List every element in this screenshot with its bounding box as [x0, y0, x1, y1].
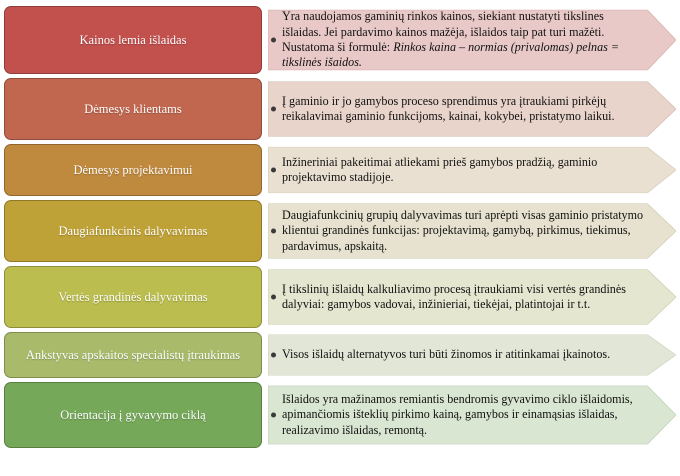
row-description-plain: Daugiafunkcinių grupių dalyvavimas turi aprėpti visas gaminio pristatymo klientui grandinės funkcijas: projektavimą, gamybą, pirkimus, tiekimus, pardavimus, apskaitą. — [282, 207, 644, 253]
bullet-icon — [271, 38, 276, 43]
row-arrow-4 — [268, 200, 676, 262]
row-description-plain: Visos išlaidų alternatyvos turi būti žinomos ir atitinkamai įkainotos. — [282, 347, 611, 362]
row-description-plain: Inžineriniai pakeitimai atliekami prieš gamybos pradžią, gaminio projektavimo stadijoje. — [282, 154, 598, 184]
row-description-7 — [268, 382, 676, 448]
row-arrow-1 — [268, 6, 676, 74]
row-label-text: Dėmesys projektavimui — [73, 162, 193, 177]
bullet-icon — [271, 413, 276, 418]
bullet-icon — [271, 353, 276, 358]
row-label-box-4 — [4, 200, 262, 262]
row-label-box-7 — [4, 382, 262, 448]
diagram-row — [4, 144, 676, 196]
diagram-row — [4, 382, 676, 448]
row-arrow-6 — [268, 332, 676, 378]
row-description-6 — [268, 332, 676, 378]
diagram-row — [4, 6, 676, 74]
row-description-plain: Į gaminio ir jo gamybos proceso sprendimus yra įtraukiami pirkėjų reikalavimai gaminio funkcijoms, kainai, kokybei, pristatymo laikui. — [282, 93, 615, 123]
row-description-plain: Išlaidos yra mažinamos remiantis bendromis gyvavimo ciklo išlaidomis, apimančiomis išteklių pirkimo kainą, gamybos ir einamąsias išlaidas, realizavimo išlaidas, remontą. — [282, 391, 633, 437]
row-description-1 — [268, 6, 676, 74]
row-description-5 — [268, 266, 676, 328]
row-label-box-1 — [4, 6, 262, 74]
row-label-box-6 — [4, 332, 262, 378]
row-label-text: Dėmesys klientams — [84, 101, 182, 116]
row-arrow-2 — [268, 78, 676, 140]
bullet-icon — [271, 229, 276, 234]
row-description-2 — [268, 78, 676, 140]
row-description-3 — [268, 144, 676, 196]
row-description-plain: Yra naudojamos gaminių rinkos kainos, siekiant nustatyti tikslines išlaidas. Jei pardavimo kainos mažėja, išlaidos taip pat turi mažėti. Nustatoma ši formulė: — [282, 9, 605, 54]
row-label-box-5 — [4, 266, 262, 328]
row-label-text: Vertės grandinės dalyvavimas — [58, 289, 208, 304]
bullet-icon — [271, 295, 276, 300]
diagram-row — [4, 266, 676, 328]
row-arrow-5 — [268, 266, 676, 328]
row-label-box-3 — [4, 144, 262, 196]
row-arrow-7 — [268, 382, 676, 448]
row-label-text: Orientacija į gyvavymo ciklą — [60, 407, 206, 422]
diagram-row — [4, 332, 676, 378]
row-description-4 — [268, 200, 676, 262]
row-description-italic: Rinkos kaina – normias (privalomas) pelnas = tikslinės išaidos. — [282, 40, 620, 70]
bullet-icon — [271, 168, 276, 173]
row-label-text: Ankstyvas apskaitos specialistų įtraukimas — [25, 347, 241, 362]
row-label-box-2 — [4, 78, 262, 140]
row-label-text: Kainos lemia išlaidas — [79, 32, 187, 47]
diagram-row — [4, 78, 676, 140]
diagram-row — [4, 200, 676, 262]
row-arrow-3 — [268, 144, 676, 196]
row-description-plain: Į tikslinių išlaidų kalkuliavimo procesą įtraukiami visi vertės grandinės dalyviai: gamybos vadovai, inžinieriai, tiekėjai, platintojai ir t.t. — [282, 281, 626, 311]
row-label-text: Daugiafunkcinis dalyvavimas — [58, 223, 208, 238]
bullet-icon — [271, 107, 276, 112]
